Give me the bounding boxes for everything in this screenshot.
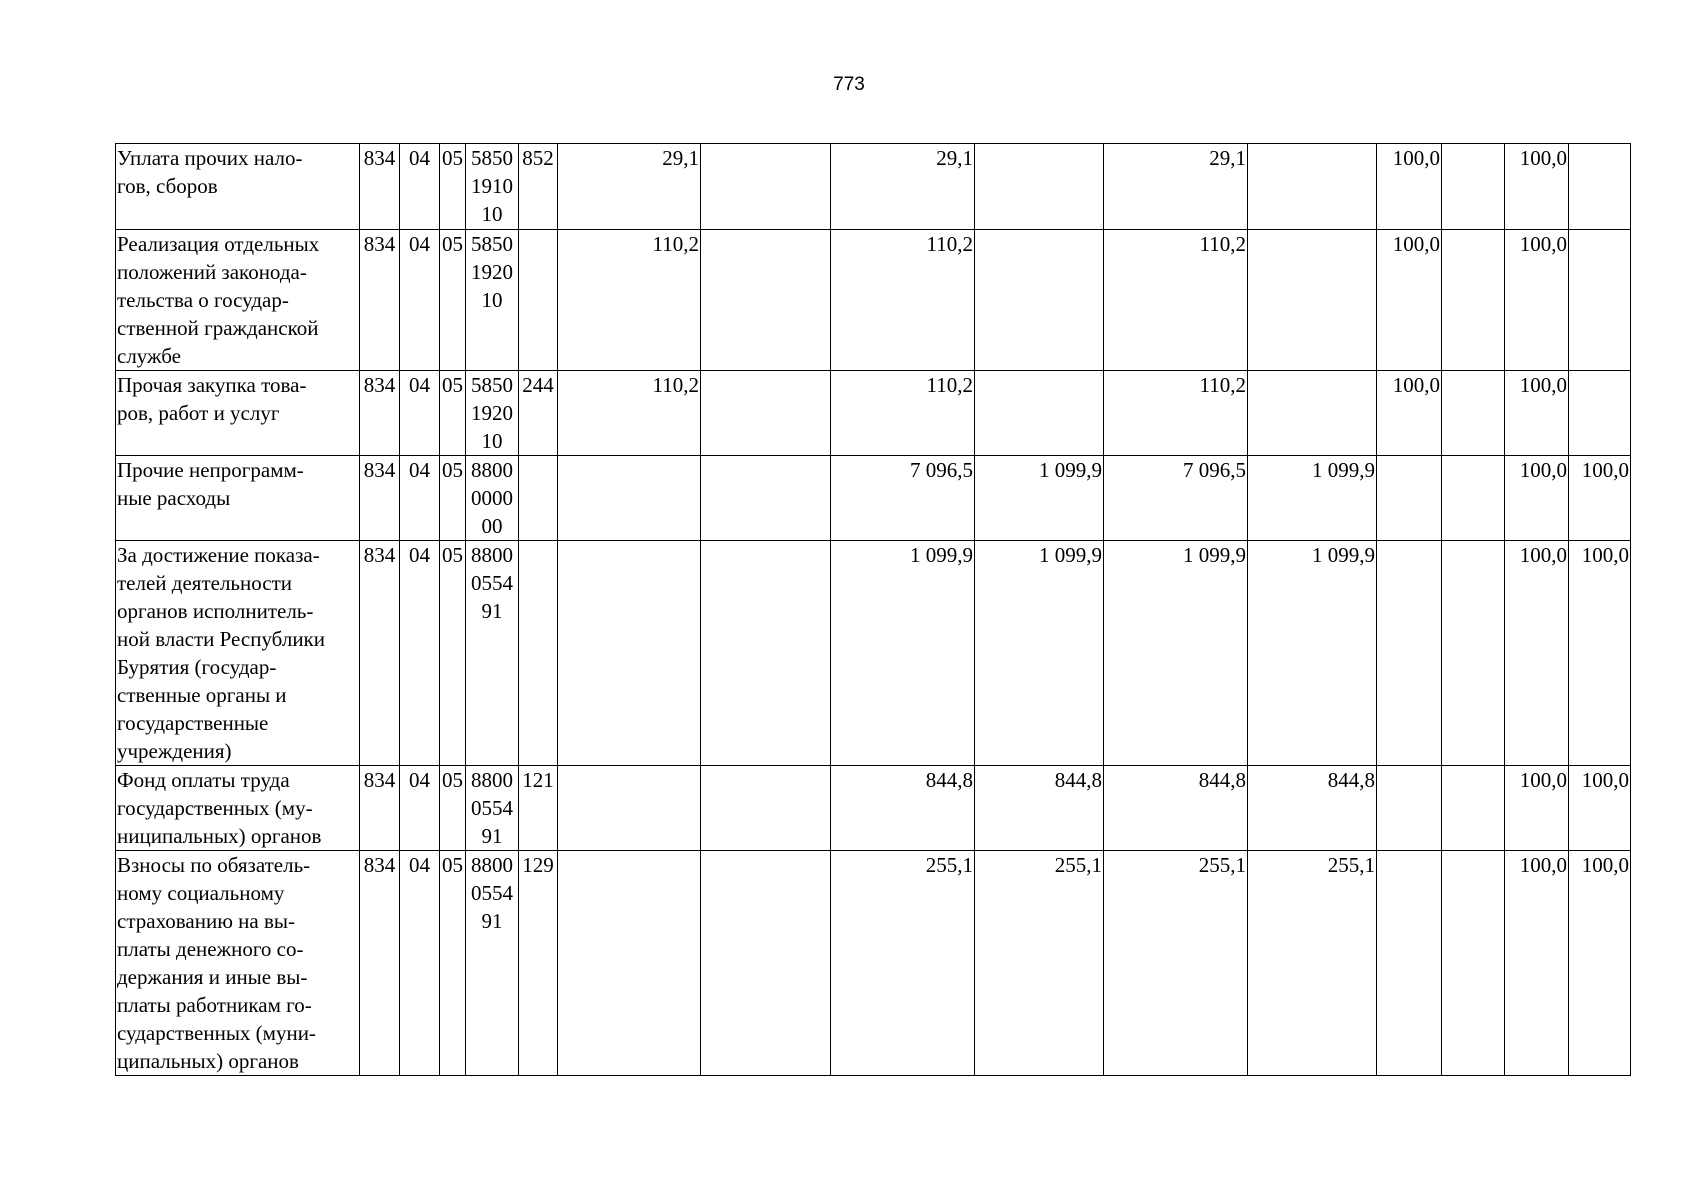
row-name: Прочие непрограмм- ные расходы: [116, 456, 360, 541]
table-row: [116, 541, 1631, 766]
cell-gr: 834: [360, 766, 400, 851]
cell-pr: 05: [440, 541, 466, 766]
cell-vr: 244: [519, 371, 558, 456]
cell-value: [701, 371, 831, 456]
cell-pr: 05: [440, 371, 466, 456]
cell-pr: 05: [440, 766, 466, 851]
cell-value: [1248, 371, 1377, 456]
cell-value: [1442, 851, 1505, 1076]
cell-value: 100,0: [1505, 144, 1569, 230]
cell-value: [558, 766, 701, 851]
cell-rz: 04: [400, 766, 440, 851]
cell-value: 1 099,9: [1104, 541, 1248, 766]
cell-rz: 04: [400, 456, 440, 541]
cell-pr: 05: [440, 230, 466, 371]
table-row: [116, 766, 1631, 851]
cell-value: 100,0: [1569, 851, 1631, 1076]
table-row: [116, 371, 1631, 456]
cell-csr: 5850 1920 10: [466, 230, 519, 371]
cell-value: 1 099,9: [1248, 541, 1377, 766]
cell-csr: 8800 0000 00: [466, 456, 519, 541]
cell-gr: 834: [360, 371, 400, 456]
table-body: [116, 144, 1631, 1076]
cell-rz: 04: [400, 851, 440, 1076]
table-row: [116, 456, 1631, 541]
cell-value: 29,1: [558, 144, 701, 230]
cell-value: [1442, 230, 1505, 371]
cell-csr: 8800 0554 91: [466, 541, 519, 766]
cell-value: [1377, 766, 1442, 851]
cell-pr: 05: [440, 851, 466, 1076]
cell-value: [701, 766, 831, 851]
cell-rz: 04: [400, 541, 440, 766]
row-name: Фонд оплаты труда государственных (му- ниципальных) органов: [116, 766, 360, 851]
cell-value: [1569, 144, 1631, 230]
cell-value: 29,1: [831, 144, 975, 230]
cell-value: 844,8: [975, 766, 1104, 851]
cell-value: [1442, 766, 1505, 851]
cell-csr: 5850 1920 10: [466, 371, 519, 456]
cell-gr: 834: [360, 851, 400, 1076]
cell-vr: 129: [519, 851, 558, 1076]
cell-gr: 834: [360, 144, 400, 230]
cell-value: 110,2: [558, 230, 701, 371]
cell-vr: 121: [519, 766, 558, 851]
cell-value: [975, 144, 1104, 230]
cell-value: 100,0: [1505, 766, 1569, 851]
cell-value: 1 099,9: [975, 541, 1104, 766]
cell-value: 1 099,9: [975, 456, 1104, 541]
cell-value: [1569, 371, 1631, 456]
budget-table: [115, 143, 1631, 1076]
cell-value: [558, 851, 701, 1076]
cell-vr: 852: [519, 144, 558, 230]
cell-value: [1377, 851, 1442, 1076]
cell-value: [701, 851, 831, 1076]
cell-value: [1248, 230, 1377, 371]
row-name: За достижение показа- телей деятельности органов исполнитель- ной власти Республики Бурятия (государ- ственные органы и государственные учреждения): [116, 541, 360, 766]
table-row: [116, 144, 1631, 230]
cell-value: 110,2: [558, 371, 701, 456]
cell-value: [1442, 371, 1505, 456]
cell-gr: 834: [360, 541, 400, 766]
cell-value: [1442, 456, 1505, 541]
cell-rz: 04: [400, 144, 440, 230]
cell-value: 29,1: [1104, 144, 1248, 230]
cell-value: [1248, 144, 1377, 230]
cell-rz: 04: [400, 371, 440, 456]
cell-vr: [519, 230, 558, 371]
cell-value: 1 099,9: [831, 541, 975, 766]
cell-csr: 5850 1910 10: [466, 144, 519, 230]
cell-value: 255,1: [831, 851, 975, 1076]
cell-value: 255,1: [975, 851, 1104, 1076]
cell-value: 110,2: [831, 230, 975, 371]
cell-value: 100,0: [1377, 371, 1442, 456]
cell-value: 844,8: [1248, 766, 1377, 851]
cell-value: 100,0: [1569, 456, 1631, 541]
cell-value: 7 096,5: [1104, 456, 1248, 541]
cell-value: [1377, 456, 1442, 541]
cell-value: [558, 541, 701, 766]
cell-value: 100,0: [1569, 766, 1631, 851]
cell-rz: 04: [400, 230, 440, 371]
cell-gr: 834: [360, 456, 400, 541]
cell-value: [558, 456, 701, 541]
cell-value: 844,8: [1104, 766, 1248, 851]
cell-value: 100,0: [1505, 230, 1569, 371]
cell-value: [1569, 230, 1631, 371]
cell-value: 255,1: [1104, 851, 1248, 1076]
table-row: [116, 851, 1631, 1076]
cell-pr: 05: [440, 456, 466, 541]
cell-value: 255,1: [1248, 851, 1377, 1076]
cell-value: 844,8: [831, 766, 975, 851]
cell-vr: [519, 456, 558, 541]
cell-value: 7 096,5: [831, 456, 975, 541]
cell-value: 100,0: [1377, 230, 1442, 371]
cell-value: 100,0: [1569, 541, 1631, 766]
cell-csr: 8800 0554 91: [466, 851, 519, 1076]
cell-value: 110,2: [1104, 371, 1248, 456]
cell-value: 100,0: [1505, 541, 1569, 766]
row-name: Реализация отдельных положений законода- тельства о государ- ственной гражданской службе: [116, 230, 360, 371]
cell-value: [1442, 144, 1505, 230]
cell-vr: [519, 541, 558, 766]
cell-value: 100,0: [1377, 144, 1442, 230]
cell-csr: 8800 0554 91: [466, 766, 519, 851]
table-row: [116, 230, 1631, 371]
row-name: Уплата прочих нало- гов, сборов: [116, 144, 360, 230]
cell-value: [701, 541, 831, 766]
cell-value: 110,2: [831, 371, 975, 456]
cell-value: [975, 371, 1104, 456]
cell-value: 100,0: [1505, 456, 1569, 541]
page-number: 773: [833, 74, 865, 95]
cell-value: 110,2: [1104, 230, 1248, 371]
cell-value: [701, 230, 831, 371]
cell-value: 100,0: [1505, 371, 1569, 456]
cell-value: [975, 230, 1104, 371]
cell-gr: 834: [360, 230, 400, 371]
row-name: Взносы по обязатель- ному социальному страхованию на вы- платы денежного со- держания и иные вы- платы работникам го- сударственных (муни- ципальных) органов: [116, 851, 360, 1076]
row-name: Прочая закупка това- ров, работ и услуг: [116, 371, 360, 456]
cell-value: [701, 456, 831, 541]
cell-value: 100,0: [1505, 851, 1569, 1076]
cell-value: [701, 144, 831, 230]
cell-value: [1442, 541, 1505, 766]
cell-value: 1 099,9: [1248, 456, 1377, 541]
cell-value: [1377, 541, 1442, 766]
cell-pr: 05: [440, 144, 466, 230]
